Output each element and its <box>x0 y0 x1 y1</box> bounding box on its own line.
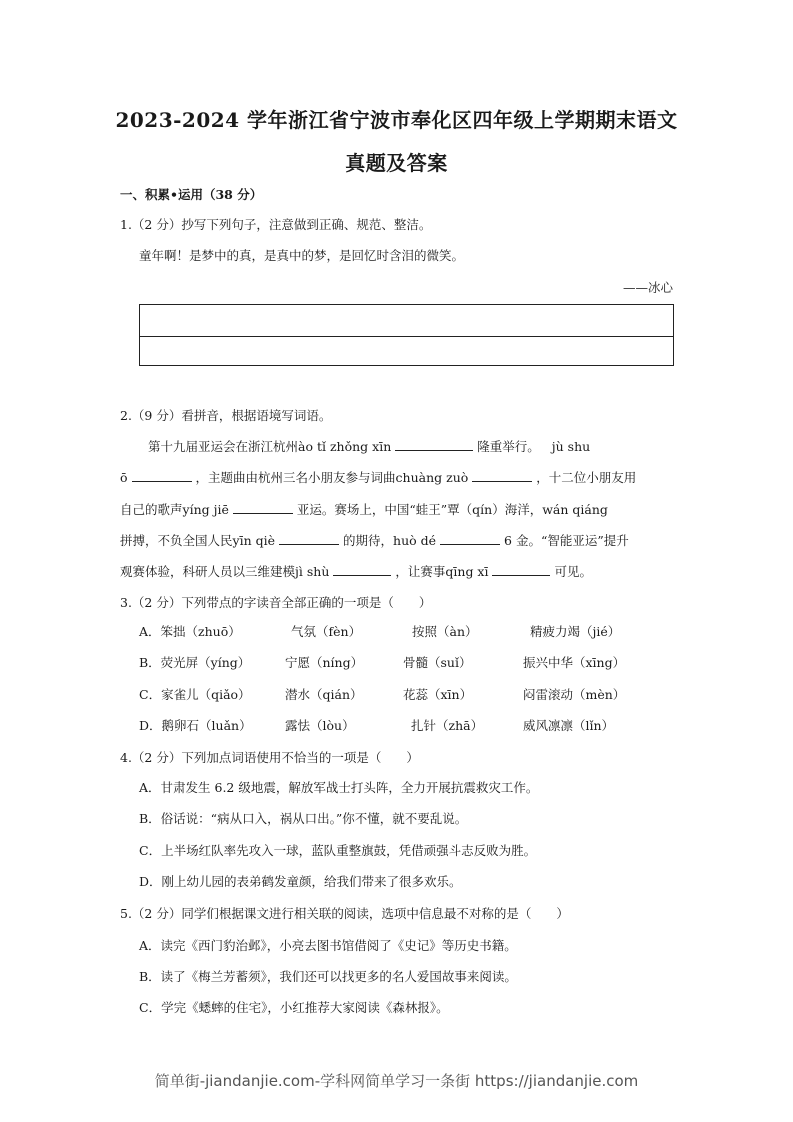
section-heading: 一、积累•运用（38 分） <box>120 187 263 202</box>
q3-option-b-4: 振兴中华（xīng） <box>523 655 626 670</box>
q3-option-c-1[interactable]: C．家雀儿（qiǎo） <box>139 687 251 702</box>
title-line-2: 真题及答案 <box>345 151 448 175</box>
q3-option-a-3: 按照（àn） <box>412 624 478 639</box>
q2-text: 隆重举行。 <box>477 439 540 454</box>
pinyin: yíng jiē <box>182 502 229 517</box>
q3-option-c-2: 潜水（qián） <box>285 687 363 702</box>
pinyin: huò dé <box>393 533 437 548</box>
q2-line-5 <box>120 562 592 582</box>
q2-line-1 <box>148 437 590 457</box>
answer-blank[interactable] <box>279 532 339 545</box>
q3-option-c-3: 花蕊（xīn） <box>403 687 473 702</box>
q5-option-c[interactable]: C．学完《蟋蟀的住宅》，小红推荐大家阅读《森林报》。 <box>139 1000 449 1015</box>
answer-blank[interactable] <box>472 469 532 482</box>
q4-stem: 4.（2 分）下列加点词语使用不恰当的一项是（ ） <box>120 750 419 765</box>
q5-option-a[interactable]: A．读完《西门豹治邺》，小亮去图书馆借阅了《史记》等历史书籍。 <box>139 938 517 953</box>
answer-blank[interactable] <box>132 469 192 482</box>
q4-option-b[interactable]: B．俗话说：“病从口入，祸从口出。”你不懂，就不要乱说。 <box>139 811 468 826</box>
q2-line-2 <box>120 468 636 488</box>
q2-text: 拼搏，不负全国人民 <box>120 533 233 548</box>
pinyin: chuàng zuò <box>395 470 469 485</box>
q3-option-a-2: 气氛（fèn） <box>291 624 362 639</box>
answer-blank[interactable] <box>395 438 473 451</box>
q3-option-b-1[interactable]: B．荧光屏（yíng） <box>139 655 251 670</box>
q2-text: 自己的歌声 <box>120 502 183 517</box>
q2-text: 可见。 <box>554 564 592 579</box>
q3-option-b-3: 骨髓（suǐ） <box>403 655 472 670</box>
q2-text: ，主题曲由杭州三名小朋友参与词曲 <box>195 470 396 485</box>
q4-option-c[interactable]: C．上半场红队率先攻入一球，蓝队重整旗鼓，凭借顽强斗志反败为胜。 <box>139 843 537 858</box>
pinyin: ào tǐ zhǒng xīn <box>298 439 392 454</box>
q1-stem: 1.（2 分）抄写下列句子，注意做到正确、规范、整洁。 <box>120 217 432 232</box>
q3-stem: 3.（2 分）下列带点的字读音全部正确的一项是（ ） <box>120 595 432 610</box>
q4-option-d[interactable]: D．刚上幼儿园的表弟鹤发童颜，给我们带来了很多欢乐。 <box>139 874 462 889</box>
q2-text: ，让赛事 <box>395 564 446 579</box>
footer-watermark: 简单街-jiandanjie.com-学科网简单学习一条街 https://jiandanjie.com <box>154 1072 639 1090</box>
q2-text: 第十九届亚运会在浙江杭州 <box>148 439 299 454</box>
pinyin: jù shu <box>551 439 591 454</box>
answer-blank[interactable] <box>233 501 293 514</box>
pinyin: ō <box>120 470 128 485</box>
q1-author: ——冰心 <box>622 280 673 295</box>
q2-text: ，十二位小朋友用 <box>536 470 637 485</box>
q5-option-b[interactable]: B．读了《梅兰芳蓄须》，我们还可以找更多的名人爱国故事来阅读。 <box>139 969 517 984</box>
q3-option-d-3: 扎针（zhā） <box>411 718 484 733</box>
pinyin: yīn qiè <box>232 533 275 548</box>
answer-blank[interactable] <box>333 563 391 576</box>
pinyin: wán qiáng <box>542 502 608 517</box>
q3-option-d-4: 威风凛凛（lǐn） <box>523 718 615 733</box>
q3-option-d-1[interactable]: D．鹅卵石（luǎn） <box>139 718 252 733</box>
q1-sentence: 童年啊！是梦中的真，是真中的梦，是回忆时含泪的微笑。 <box>139 248 465 263</box>
q3-option-a-4: 精疲力竭（jié） <box>530 624 621 639</box>
q3-option-d-2: 露怯（lòu） <box>285 718 355 733</box>
q1-writing-box[interactable] <box>139 304 674 366</box>
q1-writing-box-divider <box>140 336 673 337</box>
q2-stem: 2.（9 分）看拼音，根据语境写词语。 <box>120 408 332 423</box>
pinyin: qīng xī <box>445 564 489 579</box>
q2-text: 观赛体验，科研人员以三维建模 <box>120 564 296 579</box>
q3-option-c-4: 闷雷滚动（mèn） <box>523 687 626 702</box>
answer-blank[interactable] <box>440 532 500 545</box>
q3-option-a-1[interactable]: A．笨拙（zhuō） <box>139 624 241 639</box>
pinyin: jì shù <box>295 564 330 579</box>
q2-text: 6 金。“智能亚运”提升 <box>504 533 629 548</box>
q2-line-4 <box>120 531 629 551</box>
answer-blank[interactable] <box>492 563 550 576</box>
q4-option-a[interactable]: A．甘肃发生 6.2 级地震，解放军战士打头阵，全力开展抗震救灾工作。 <box>139 780 539 795</box>
q2-text: 亚运。赛场上，中国“蛙王”覃（qín）海洋， <box>296 502 543 517</box>
q2-text: 的期待， <box>343 533 394 548</box>
q5-stem: 5.（2 分）同学们根据课文进行相关联的阅读，选项中信息最不对称的是（ ） <box>120 906 569 921</box>
title-line-1: 2023-2024 学年浙江省宁波市奉化区四年级上学期期末语文 <box>115 108 678 132</box>
q2-line-3 <box>120 500 608 520</box>
q3-option-b-2: 宁愿（níng） <box>285 655 364 670</box>
